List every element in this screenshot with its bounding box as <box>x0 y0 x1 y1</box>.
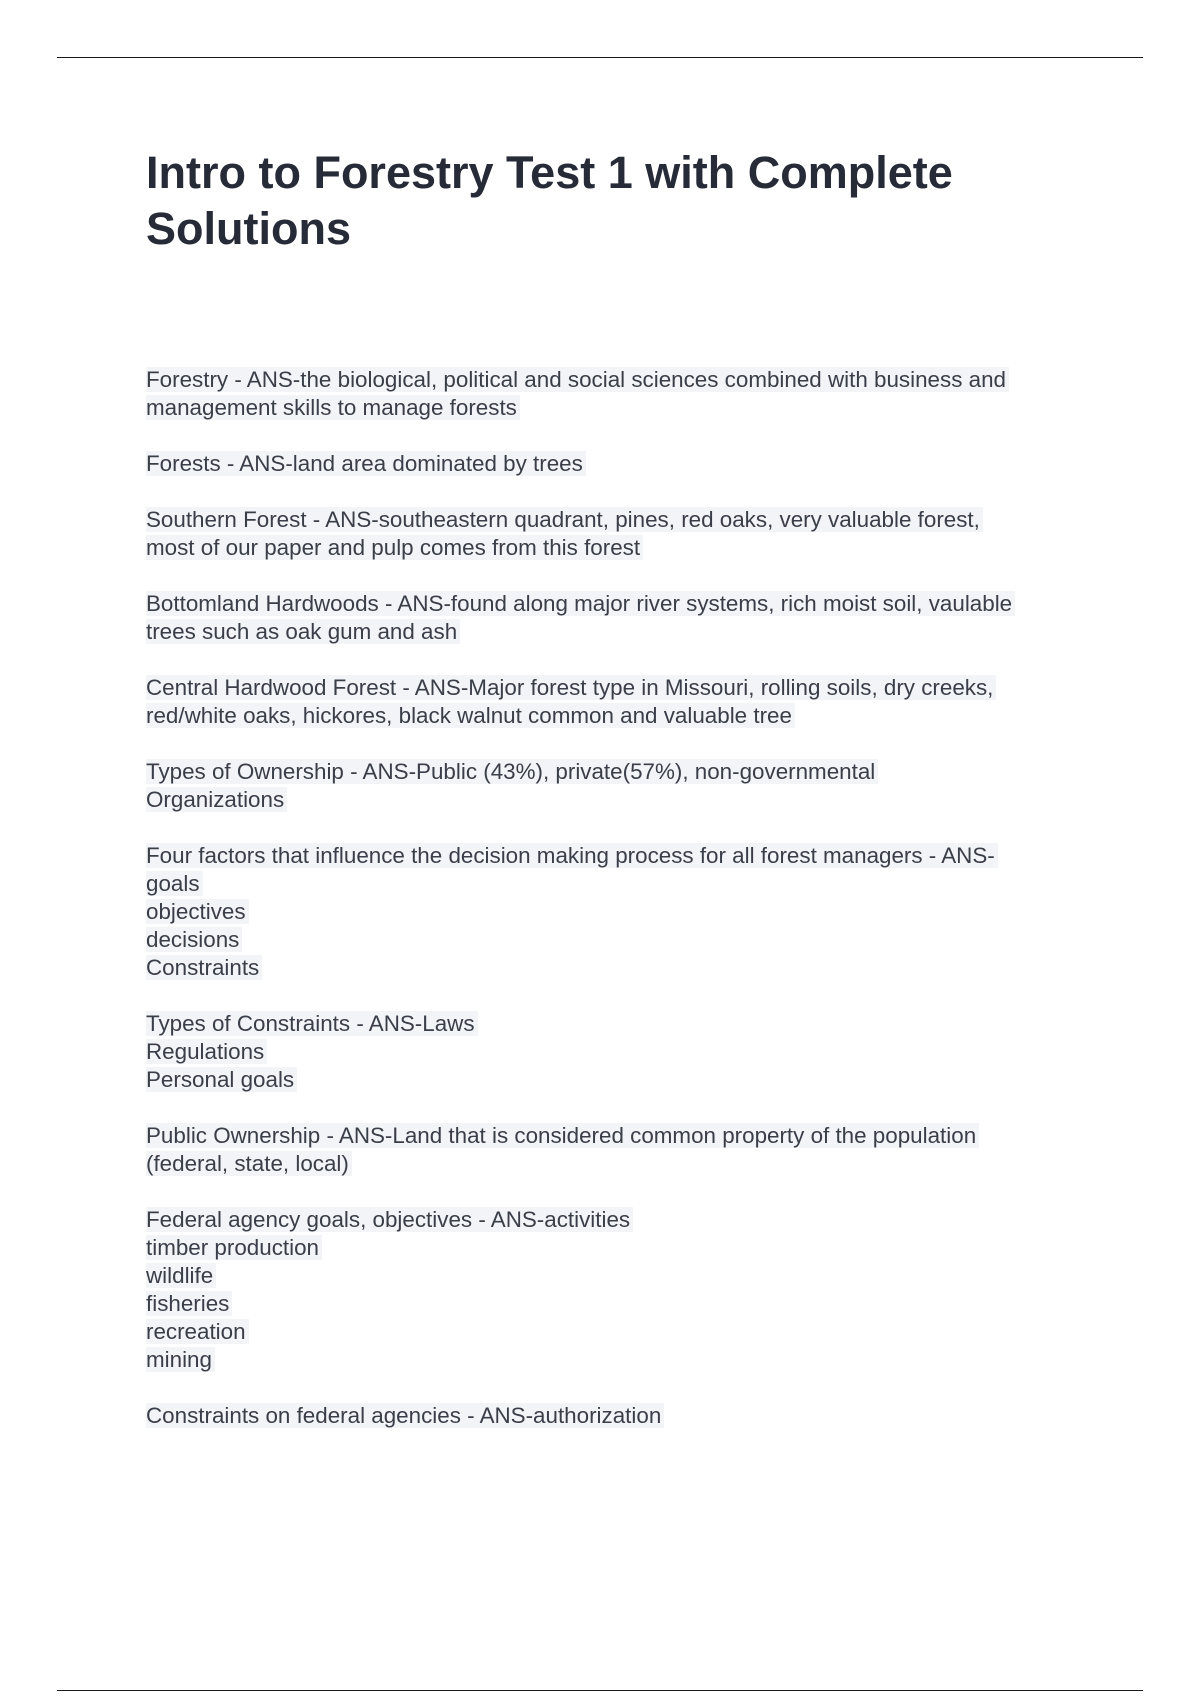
qa-line-text: trees such as oak gum and ash <box>146 619 460 644</box>
qa-line-text: Types of Ownership - ANS-Public (43%), private(57%), non-governmental <box>146 759 878 784</box>
qa-line-text: goals <box>146 871 203 896</box>
qa-line-text: Organizations <box>146 787 287 812</box>
qa-question-line <box>146 674 1106 702</box>
qa-answer-line <box>146 1318 1106 1346</box>
qa-line-text: mining <box>146 1347 215 1372</box>
qa-line-text: wildlife <box>146 1263 216 1288</box>
qa-item <box>146 1402 1106 1430</box>
qa-line-text: Forests - ANS-land area dominated by trees <box>146 451 586 476</box>
qa-line-text: Four factors that influence the decision making process for all forest managers - ANS- <box>146 843 998 868</box>
qa-answer-line <box>146 926 1106 954</box>
qa-line-text: Regulations <box>146 1039 267 1064</box>
qa-question-line <box>146 366 1106 394</box>
qa-item <box>146 1010 1106 1094</box>
qa-question-line <box>146 506 1106 534</box>
qa-answer-line <box>146 618 1106 646</box>
qa-question-line <box>146 590 1106 618</box>
qa-line-text: Constraints on federal agencies - ANS-authorization <box>146 1403 664 1428</box>
qa-answer-line <box>146 1234 1106 1262</box>
qa-question-line <box>146 1010 1106 1038</box>
qa-question-line <box>146 842 1106 870</box>
qa-answer-line <box>146 1150 1106 1178</box>
qa-answer-line <box>146 786 1106 814</box>
qa-question-line <box>146 758 1106 786</box>
qa-line-text: objectives <box>146 899 249 924</box>
qa-answer-line <box>146 1346 1106 1374</box>
qa-line-text: Personal goals <box>146 1067 297 1092</box>
qa-item <box>146 450 1106 478</box>
qa-line-text: recreation <box>146 1319 249 1344</box>
qa-answer-line <box>146 954 1106 982</box>
qa-answer-line <box>146 534 1106 562</box>
qa-line-text: Southern Forest - ANS-southeastern quadrant, pines, red oaks, very valuable forest, <box>146 507 983 532</box>
qa-line-text: Forestry - ANS-the biological, political and social sciences combined with business and <box>146 367 1009 392</box>
qa-line-text: Bottomland Hardwoods - ANS-found along major river systems, rich moist soil, vaulable <box>146 591 1015 616</box>
qa-line-text: decisions <box>146 927 242 952</box>
qa-line-text: Types of Constraints - ANS-Laws <box>146 1011 478 1036</box>
qa-line-text: management skills to manage forests <box>146 395 520 420</box>
qa-item <box>146 674 1106 730</box>
qa-question-line <box>146 1402 1106 1430</box>
qa-answer-line <box>146 1290 1106 1318</box>
qa-answer-line <box>146 898 1106 926</box>
qa-line-text: most of our paper and pulp comes from this forest <box>146 535 643 560</box>
qa-line-text: red/white oaks, hickores, black walnut common and valuable tree <box>146 703 795 728</box>
qa-item <box>146 506 1106 562</box>
page-title: Intro to Forestry Test 1 with Complete Solutions <box>146 147 953 254</box>
qa-answer-line <box>146 1038 1106 1066</box>
qa-item <box>146 842 1106 982</box>
qa-line-text: fisheries <box>146 1291 232 1316</box>
qa-list <box>146 366 1106 1458</box>
qa-answer-line <box>146 702 1106 730</box>
qa-question-line <box>146 1122 1106 1150</box>
qa-item <box>146 590 1106 646</box>
qa-line-text: Constraints <box>146 955 262 980</box>
qa-answer-line <box>146 870 1106 898</box>
qa-line-text: Public Ownership - ANS-Land that is considered common property of the population <box>146 1123 979 1148</box>
qa-question-line <box>146 1206 1106 1234</box>
qa-question-line <box>146 450 1106 478</box>
qa-answer-line <box>146 394 1106 422</box>
qa-answer-line <box>146 1262 1106 1290</box>
qa-item <box>146 1122 1106 1178</box>
top-divider <box>57 57 1143 58</box>
qa-item <box>146 758 1106 814</box>
qa-answer-line <box>146 1066 1106 1094</box>
qa-line-text: Federal agency goals, objectives - ANS-activities <box>146 1207 633 1232</box>
qa-item <box>146 366 1106 422</box>
bottom-divider <box>57 1690 1143 1691</box>
qa-item <box>146 1206 1106 1374</box>
qa-line-text: Central Hardwood Forest - ANS-Major forest type in Missouri, rolling soils, dry creeks, <box>146 675 996 700</box>
qa-line-text: (federal, state, local) <box>146 1151 352 1176</box>
qa-line-text: timber production <box>146 1235 322 1260</box>
